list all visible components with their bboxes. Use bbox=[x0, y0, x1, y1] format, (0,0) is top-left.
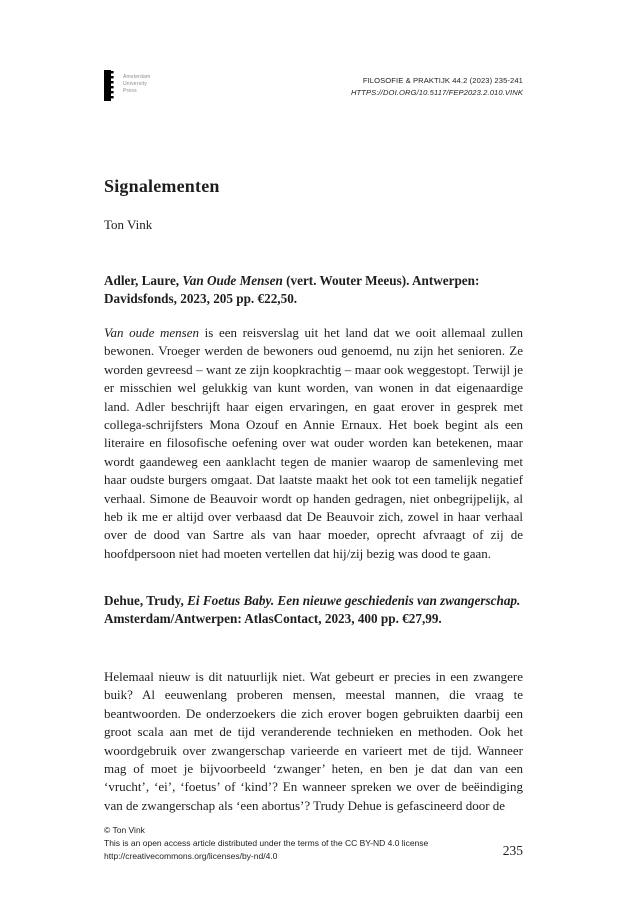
article-title: Signalementen bbox=[104, 176, 220, 196]
book-entry-2-title: Ei Foetus Baby. Een nieuwe geschiedenis van zwangerschap. bbox=[187, 593, 521, 608]
header-meta bbox=[351, 75, 523, 98]
book-entry-1-review-text: is een reisverslag uit het land dat we ooit allemaal zullen bewonen. Vroeger werden de bewoners oud genoemd, nu zijn het senioren. Ze worden gevreesd – want ze zijn koopkrachtig – maar ook weggestopt. Terwijl je er misschien wel gelukkig van kunt worden, van wonen in dat eigenaardige land. Adler beschrijft haar eigen ervaringen, en gaat erover in gesprek met collega-schrijfsters Mona Ozouf en Annie Ernaux. Het boek begint als een literaire en filosofische oefening over wat ouder worden kan betekenen, maar wordt gaandeweg een aanklacht tegen de manier waarop de samenleving met haar oudste burgers omgaat. Dat laatste maakt het ook tot een tamelijk negatief verhaal. Simone de Beauvoir wordt op handen gedragen, niet onbegrijpelijk, al heb ik me er altijd over verbaasd dat De Beauvoir zich, zowel in haar verhaal over de dood van Sartre als van haar moeder, oprecht afvraagt of zij de hoofdpersoon niet had moeten vertellen dat hij/zij bezig was dood te gaan. bbox=[104, 325, 523, 561]
journal-citation: FILOSOFIE & PRAKTIJK 44.2 (2023) 235-241 bbox=[362, 76, 523, 85]
book-entry-1-title: Van Oude Mensen bbox=[182, 273, 283, 288]
book-entry-2-imprint: Amsterdam/Antwerpen: AtlasContact, 2023, 400 pp. €27,99. bbox=[104, 611, 442, 627]
book-entry-1-review bbox=[104, 324, 523, 563]
book-entry-1-imprint: (vert. Wouter Meeus). Antwerpen: Davidsfonds, 2023, 205 pp. €22,50. bbox=[104, 273, 480, 307]
book-entry-2-review-text: Helemaal nieuw is dit natuurlijk niet. Wat gebeurt er precies in een zwangere buik? Al eeuwenlang proberen mensen, meestal mannen, die vraag te beantwoorden. De onderzoekers die zich erover bogen gebruikten daarbij een groot scala aan met de tijd veranderende technieken en methoden. Ook het woordgebruik over zwangerschap varieerde en varieert met de tijd. Wanneer mag of moet je bijvoorbeeld ‘zwanger’ heten, en ben je dat dan van een ‘vrucht’, ‘ei’, ‘foetus’ of ‘kind’? En wanneer spreken we over de beëindiging van de zwangerschap als ‘een abortus’? Trudy Dehue is gefascineerd door de bbox=[104, 669, 523, 813]
publisher-name-line: Press bbox=[123, 88, 137, 94]
publisher-name bbox=[123, 70, 150, 95]
copyright-line: © Ton Vink bbox=[104, 825, 145, 835]
doi-link[interactable]: HTTPS://DOI.ORG/10.5117/FEP2023.2.010.VINK bbox=[350, 87, 523, 97]
book-entry-2-review bbox=[104, 668, 523, 815]
book-entry-1-authors: Adler, Laure, bbox=[104, 273, 183, 288]
aup-logo-icon bbox=[104, 70, 114, 101]
license-url-link[interactable]: http://creativecommons.org/licenses/by-nd/4.0 bbox=[104, 851, 278, 861]
publisher-name-line: University bbox=[123, 81, 147, 87]
book-entry-1-heading bbox=[104, 272, 523, 309]
license-line: This is an open access article distributed under the terms of the CC BY-ND 4.0 license bbox=[104, 838, 429, 848]
book-entry-1-review-lead: Van oude mensen bbox=[104, 325, 200, 340]
publisher-logo bbox=[104, 70, 150, 101]
page-number: 235 bbox=[502, 843, 523, 858]
book-entry-2-authors: Dehue, Trudy, bbox=[104, 593, 188, 608]
article-author: Ton Vink bbox=[104, 217, 153, 232]
publisher-name-line: Amsterdam bbox=[123, 74, 151, 80]
footer bbox=[104, 824, 523, 863]
book-entry-2-heading bbox=[104, 592, 523, 629]
